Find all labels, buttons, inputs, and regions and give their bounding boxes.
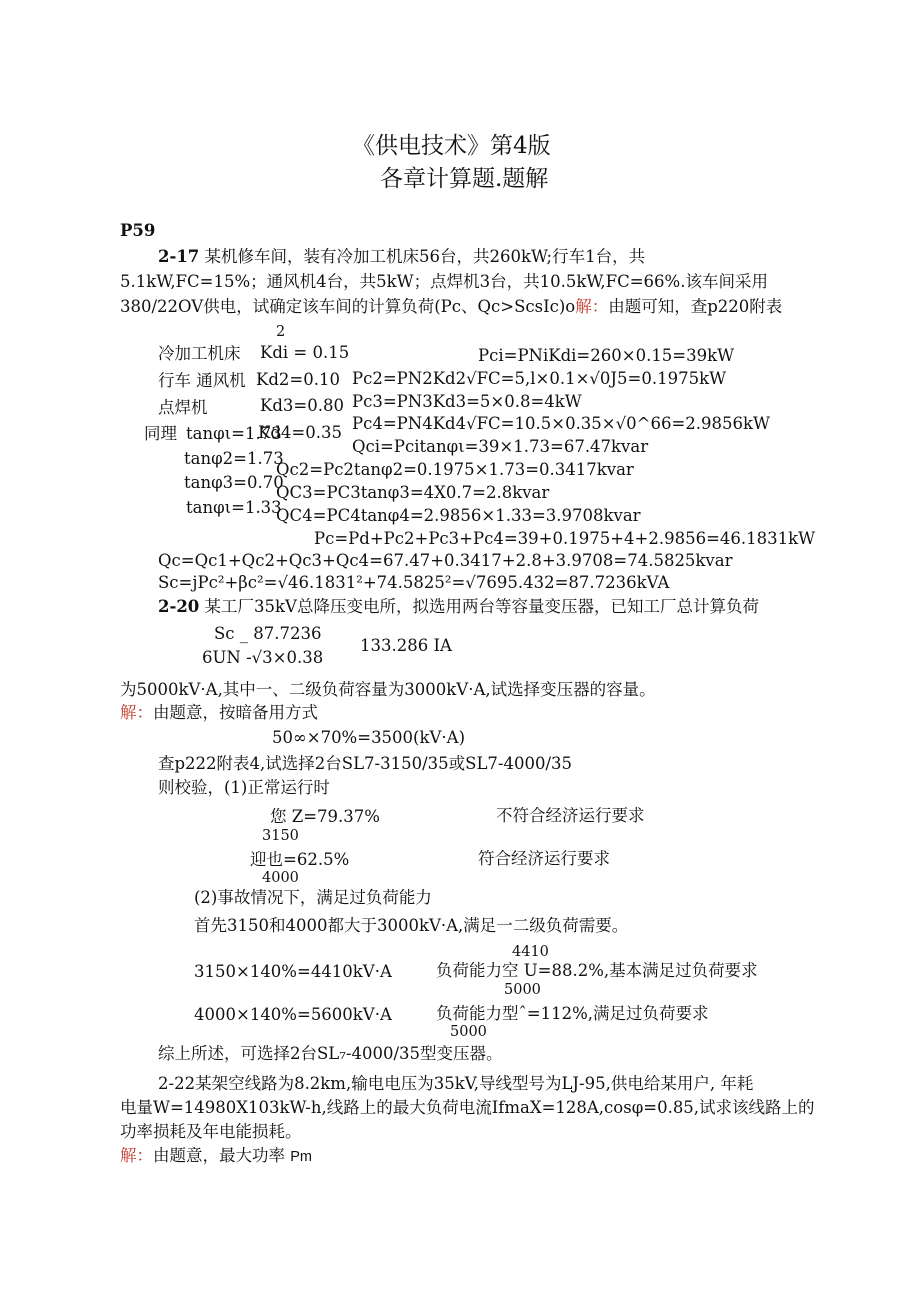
problem-20-text-2: 为5000kV·A,其中一、二级负荷容量为3000kV·A,试选择变压器的容量。 (120, 680, 656, 699)
problem-17-text-3b: 由题可知，查p220附表 (608, 297, 783, 316)
calc-backup: 50∞×70%=3500(kV·A) (272, 728, 466, 747)
problem-20-text-6: (2)事故情况下，满足过负荷能力 (194, 888, 432, 907)
problem-22-text-4: 由题意，最大功率 (153, 1146, 285, 1165)
problem-17-text-3: 380/22OV供电，试确定该车间的计算负荷(Pc、Qc>ScsIc)o (120, 297, 576, 316)
problem-20-text-4: 查p222附表4,试选择2台SL7-3150/35或SL7-4000/35 (158, 754, 573, 773)
ic-denominator: 6UN -√3×0.38 (202, 648, 324, 667)
qc-3: QC3=PC3tanφ3=4X0.7=2.8kvar (276, 483, 550, 502)
check-2-result: 符合经济运行要求 (478, 849, 610, 868)
superscript-4410: 4410 (512, 944, 549, 960)
problem-20-text-3: 由题意，按暗备用方式 (153, 703, 318, 722)
problem-22-text-1: 2-22某架空线路为8.2km,输电电压为35kV,导线型号为LJ-95,供电给某用户, 年耗 (158, 1074, 754, 1093)
overload-1-result: 负荷能力空 U=88.2%,基本满足过负荷要求 (436, 961, 758, 980)
solution-marker: 解： (120, 1146, 153, 1165)
problem-22-text-3: 功率损耗及年电能损耗。 (120, 1122, 302, 1141)
tan-4: tanφι=1.33 (186, 498, 282, 517)
check-2: 迎也=62.5% (250, 850, 350, 869)
qc-1: Qci=Pcitanφι=39×1.73=67.47kvar (352, 437, 649, 456)
overload-1: 3150×140%=4410kV·A (194, 962, 392, 981)
name-likewise: 同理 (144, 424, 177, 443)
kd-1: Kdi = 0.15 (260, 343, 350, 362)
superscript-2: 2 (276, 324, 286, 340)
kd-2: Kd2=0.10 (256, 370, 340, 389)
solution-marker: 解： (120, 703, 153, 722)
check-2-denominator: 4000 (262, 870, 299, 886)
sc-total: Sc=jPc²+βc²=√46.1831²+74.5825²=√7695.432=87.7236kVA (158, 573, 670, 592)
problem-22-line-4 (120, 1146, 312, 1167)
check-1-denominator: 3150 (262, 828, 299, 844)
kd-3: Kd3=0.80 (260, 396, 344, 415)
problem-20-line-1 (158, 597, 759, 617)
problem-20-line-3 (120, 703, 318, 723)
ic-numerator: Sc _ 87.7236 (214, 624, 322, 643)
tan-1: tanφι=1.73 (186, 424, 282, 443)
pc-total: Pc=Pd+Pc2+Pc3+Pc4=39+0.1975+4+2.9856=46.1831kW (314, 529, 816, 548)
problem-17-line-1 (158, 247, 645, 267)
kd-4: Kd4=0.35 (258, 423, 342, 442)
title-line-2: 各章计算题.题解 (380, 166, 549, 192)
pc-3: Pc3=PN3Kd3=5×0.8=4kW (352, 392, 582, 411)
denominator-5000-a: 5000 (504, 982, 541, 998)
summary: 综上所述，可选择2台SL₇-4000/35型变压器。 (158, 1044, 503, 1063)
problem-20-label: 2-20 (158, 597, 200, 616)
problem-17-label: 2-17 (158, 247, 200, 266)
problem-20-text-7: 首先3150和4000都大于3000kV·A,满足一二级负荷需要。 (194, 916, 629, 935)
overload-2: 4000×140%=5600kV·A (194, 1005, 392, 1024)
problem-22-text-2: 电量W=14980X103kW-h,线路上的最大负荷电流IfmaX=128A,cosφ=0.85,试求该线路上的 (120, 1098, 815, 1117)
pc-1: Pci=PNiKdi=260×0.15=39kW (478, 346, 735, 365)
qc-total: Qc=Qc1+Qc2+Qc3+Qc4=67.47+0.3417+2.8+3.9708=74.5825kvar (158, 551, 733, 570)
tan-2: tanφ2=1.73 (184, 449, 284, 468)
problem-20-text-1: 某工厂35kV总降压变电所，拟选用两台等容量变压器，已知工厂总计算负荷 (204, 597, 759, 616)
problem-17-text-1: 某机修车间，装有冷加工机床56台，共260kW;行车1台，共 (204, 247, 646, 266)
check-1-result: 不符合经济运行要求 (496, 806, 645, 825)
problem-17-line-3 (120, 297, 782, 317)
solution-marker: 解： (575, 297, 609, 316)
ic-value: 133.286 IA (360, 636, 452, 655)
section-label: P59 (120, 221, 156, 240)
title-line-1: 《供电技术》第4版 (352, 133, 551, 159)
check-1: 您 Z=79.37% (270, 807, 380, 826)
overload-2-result: 负荷能力型ˆ=112%,满足过负荷要求 (436, 1004, 709, 1023)
name-crane-fan: 行车 通风机 (158, 371, 246, 390)
problem-17-text-2: 5.1kW,FC=15%；通风机4台，共5kW；点焊机3台，共10.5kW,FC=66%.该车间采用 (120, 272, 768, 291)
name-welder: 点焊机 (158, 398, 208, 417)
problem-20-text-5: 则校验，(1)正常运行时 (158, 778, 330, 797)
qc-4: QC4=PC4tanφ4=2.9856×1.33=3.9708kvar (276, 506, 641, 525)
pc-2: Pc2=PN2Kd2√FC=5,l×0.1×√0J5=0.1975kW (352, 369, 727, 388)
pc-4: Pc4=PN4Kd4√FC=10.5×0.35×√0^66=2.9856kW (352, 414, 770, 433)
name-lathe: 冷加工机床 (158, 344, 241, 363)
tan-3: tanφ3=0.70 (184, 473, 284, 492)
pm-symbol: Pm (290, 1149, 312, 1165)
qc-2: Qc2=Pc2tanφ2=0.1975×1.73=0.3417kvar (276, 460, 634, 479)
denominator-5000-b: 5000 (450, 1024, 487, 1040)
